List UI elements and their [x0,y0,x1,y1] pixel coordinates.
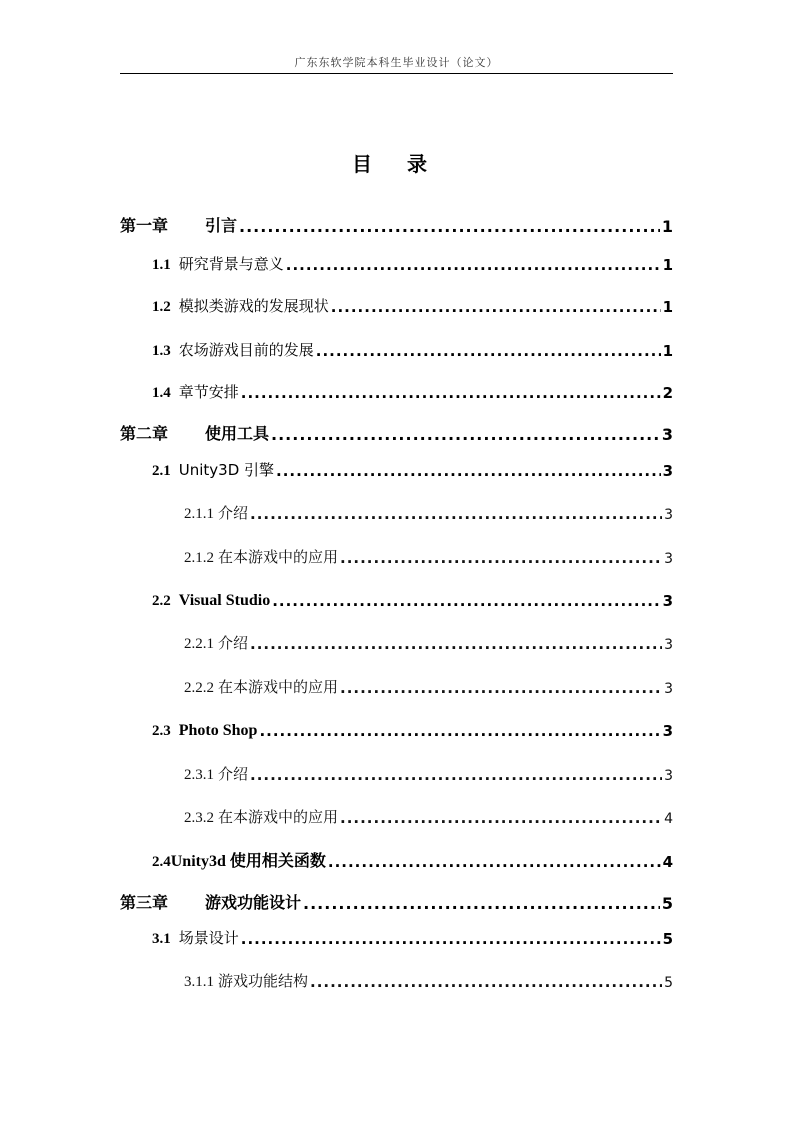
toc-entry-number: 2.3.1 [184,767,214,783]
toc-entry-2-1-2[interactable] [184,545,673,567]
page-header: 广东东软学院本科生毕业设计（论文） [294,56,499,69]
toc-entry-number: 2.3.2 [184,810,214,826]
toc-entry-label: 研究背景与意义 [178,255,284,273]
toc-entry-page: 3 [664,507,673,523]
toc-entry-page: 5 [664,975,673,991]
toc-leader-dots [239,217,660,236]
toc-entry-chapter-3[interactable] [120,891,673,913]
toc-entry-2-1-1[interactable] [184,501,673,523]
toc-entry-label: 场景设计 [178,929,239,947]
toc-entry-2-2-1[interactable] [184,631,673,653]
toc-entry-label: 介绍 [218,765,249,783]
toc-entry-2-3-2[interactable] [184,805,673,827]
toc-entry-page: 3 [664,768,673,784]
toc-entry-page: 3 [662,722,673,740]
toc-entry-label: 使用工具 [205,424,270,443]
toc-entry-page: 4 [662,853,673,871]
toc-leader-dots [316,342,661,360]
toc-entry-label: 介绍 [218,634,249,652]
toc-entry-chapter-2[interactable] [120,422,673,444]
toc-leader-dots [340,809,662,827]
toc-entry-number: 2.1.2 [184,550,214,566]
toc-leader-dots [241,930,661,948]
toc-entry-label: 农场游戏目前的发展 [178,341,314,359]
toc-entry-page: 5 [661,894,673,913]
toc-entry-page: 3 [662,592,673,610]
toc-entry-label: 游戏功能设计 [205,893,302,912]
toc-entry-1-2[interactable] [152,294,673,316]
toc-leader-dots [250,766,662,784]
toc-title: 目 录 [352,152,441,176]
toc-leader-dots [271,425,660,444]
toc-entry-label: 引言 [205,216,238,235]
toc-leader-dots [340,549,662,567]
toc-entry-page: 3 [661,425,673,444]
toc-leader-dots [286,256,661,274]
toc-entry-1-3[interactable] [152,338,673,360]
toc-entry-2-3[interactable] [152,718,673,740]
toc-leader-dots [331,298,661,316]
toc-entry-page: 4 [664,811,673,827]
toc-entry-number: 1.4 [152,385,171,401]
toc-entry-label: 在本游戏中的应用 [218,548,339,566]
toc-entry-label: Unity3d 使用相关函数 [170,853,326,870]
toc-leader-dots [241,384,661,402]
toc-entry-page: 2 [662,384,673,402]
toc-entry-chapter-1[interactable] [120,214,673,236]
toc-entry-page: 3 [664,637,673,653]
toc-entry-number: 1.2 [152,299,171,315]
toc-entry-page: 3 [664,681,673,697]
toc-entry-page: 1 [662,298,673,316]
toc-leader-dots [328,853,661,871]
toc-entry-number: 1.1 [152,257,171,273]
toc-entry-3-1[interactable] [152,926,673,948]
toc-entry-label: Photo Shop [178,722,258,739]
toc-entry-page: 3 [664,551,673,567]
toc-leader-dots [310,973,662,991]
toc-entry-label: 在本游戏中的应用 [218,808,339,826]
toc-entry-label: 游戏功能结构 [218,972,309,990]
toc-entry-1-4[interactable] [152,380,673,402]
toc-leader-dots [272,592,660,610]
toc-entry-label: Visual Studio [178,592,271,609]
toc-entry-number: 第一章 [120,216,169,235]
toc-entry-page: 3 [662,462,673,480]
toc-entry-1-1[interactable] [152,252,673,274]
toc-entry-number: 3.1.1 [184,974,214,990]
toc-entry-number: 2.1 [152,463,171,479]
toc-entry-2-2-2[interactable] [184,675,673,697]
toc-entry-number: 3.1 [152,931,171,947]
toc-leader-dots [259,722,660,740]
toc-entry-page: 1 [662,342,673,360]
header-rule [120,73,673,74]
toc-entry-2-3-1[interactable] [184,762,673,784]
toc-entry-2-1[interactable] [152,458,673,480]
toc-leader-dots [276,462,661,480]
toc-entry-label: 介绍 [218,504,249,522]
toc-entry-page: 1 [661,217,673,236]
toc-entry-number: 第三章 [120,893,169,912]
toc-entry-number: 2.3 [152,723,171,739]
toc-entry-number: 2.2.2 [184,680,214,696]
toc-entry-number: 2.4 [152,854,171,870]
toc-entry-label: 模拟类游戏的发展现状 [178,297,329,315]
toc-entry-number: 2.2 [152,593,171,609]
toc-entry-label: 在本游戏中的应用 [218,678,339,696]
toc-entry-label: 章节安排 [178,383,239,401]
toc-entry-label: Unity3D 引擎 [178,461,275,479]
toc-entry-2-4[interactable] [152,849,673,871]
toc-leader-dots [303,894,660,913]
toc-entry-page: 5 [662,930,673,948]
toc-entry-number: 2.1.1 [184,506,214,522]
toc-leader-dots [250,635,662,653]
toc-leader-dots [250,505,662,523]
toc-entry-2-2[interactable] [152,588,673,610]
toc-entry-3-1-1[interactable] [184,969,673,991]
toc-entry-number: 第二章 [120,424,169,443]
toc-entry-number: 2.2.1 [184,636,214,652]
toc-entry-page: 1 [662,256,673,274]
toc-leader-dots [340,679,662,697]
toc-entry-number: 1.3 [152,343,171,359]
